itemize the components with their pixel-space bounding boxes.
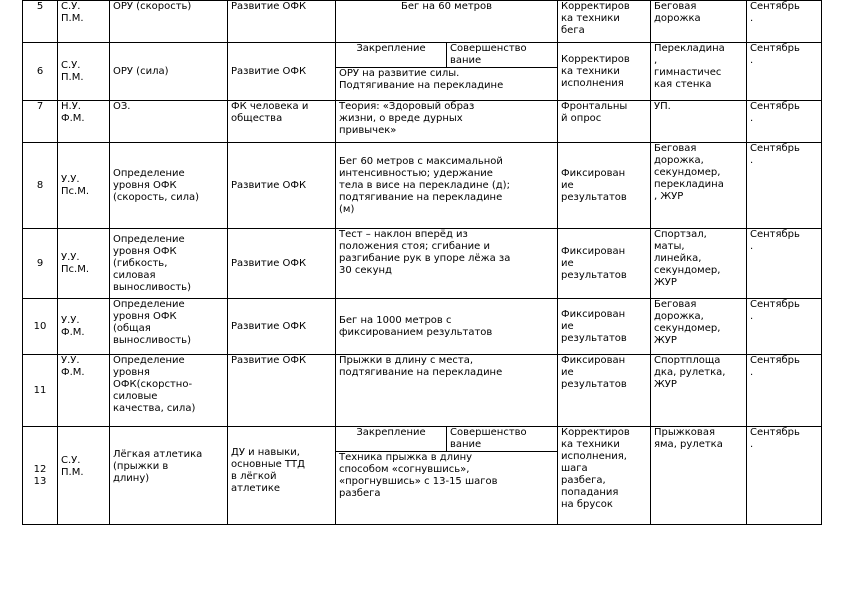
teacher-cell: С.У. П.М. (58, 43, 110, 101)
month-cell: Сентябрь . (747, 229, 822, 299)
content-cell: Бег на 1000 метров с фиксированием результатов (336, 299, 558, 355)
topic-cell: Лёгкая атлетика (прыжки в длину) (110, 427, 228, 525)
improvement-label: Совершенство вание (446, 43, 557, 67)
lesson-number: 6 (23, 43, 58, 101)
month-cell: Сентябрь . (747, 143, 822, 229)
content-cell (336, 43, 558, 101)
content-text: ОРУ на развитие силы. Подтягивание на перекладине (339, 68, 504, 91)
control-cell: Фронтальны й опрос (558, 101, 651, 143)
table-row (23, 229, 822, 299)
lesson-number: 5 (23, 1, 58, 43)
equipment-cell: Спортзал, маты, линейка, секундомер, ЖУР (651, 229, 747, 299)
lesson-number: 10 (23, 299, 58, 355)
teacher-cell: У.У. Ф.М. (58, 355, 110, 427)
teacher-cell: У.У. Пс.М. (58, 143, 110, 229)
month-cell: Сентябрь . (747, 299, 822, 355)
month-cell: Сентябрь . (747, 1, 822, 43)
lesson-type-subheader (336, 43, 557, 68)
lesson-plan-table (22, 0, 822, 525)
equipment-cell: Беговая дорожка, секундомер, перекладина , ЖУР (651, 143, 747, 229)
topic-cell: ОЗ. (110, 101, 228, 143)
topic-cell: ОРУ (скорость) (110, 1, 228, 43)
content-cell: Бег на 60 метров (336, 1, 558, 43)
control-cell: Корректиров ка техники бега (558, 1, 651, 43)
content-cell: Тест – наклон вперёд из положения стоя; сгибание и разгибание рук в упоре лёжа за 30 секунд (336, 229, 558, 299)
control-cell: Корректиров ка техники исполнения, шага разбега, попадания на брусок (558, 427, 651, 525)
teacher-cell: У.У. Ф.М. (58, 299, 110, 355)
month-cell: Сентябрь . (747, 43, 822, 101)
topic-cell: Определение уровня ОФК (общая выносливость) (110, 299, 228, 355)
table-row (23, 143, 822, 229)
equipment-cell: Перекладина , гимнастичес кая стенка (651, 43, 747, 101)
topic-cell: Определение уровня ОФК (скорость, сила) (110, 143, 228, 229)
section-cell: Развитие ОФК (228, 1, 336, 43)
table-row (23, 43, 822, 101)
improvement-label: Совершенство вание (446, 427, 557, 451)
topic-cell: Определение уровня ОФК(скорстно- силовые качества, сила) (110, 355, 228, 427)
consolidation-label: Закрепление (356, 43, 426, 54)
content-text: Техника прыжка в длину способом «согнувшись», «прогнувшись» с 13-15 шагов разбега (339, 452, 498, 499)
control-cell: Фиксирован ие результатов (558, 143, 651, 229)
lesson-number: 9 (23, 229, 58, 299)
month-cell: Сентябрь . (747, 355, 822, 427)
lesson-number: 8 (23, 143, 58, 229)
teacher-cell: С.У. П.М. (58, 427, 110, 525)
content-cell: Прыжки в длину с места, подтягивание на перекладине (336, 355, 558, 427)
section-cell: Развитие ОФК (228, 43, 336, 101)
month-cell: Сентябрь . (747, 427, 822, 525)
control-cell: Фиксирован ие результатов (558, 299, 651, 355)
table-row (23, 1, 822, 43)
lesson-number: 7 (23, 101, 58, 143)
teacher-cell: Н.У. Ф.М. (58, 101, 110, 143)
lesson-number: 12 13 (23, 427, 58, 525)
control-cell: Корректиров ка техники исполнения (558, 43, 651, 101)
table-row (23, 299, 822, 355)
equipment-cell: Беговая дорожка, секундомер, ЖУР (651, 299, 747, 355)
section-cell: Развитие ОФК (228, 299, 336, 355)
content-cell: Бег 60 метров с максимальной интенсивностью; удержание тела в висе на перекладине (д); подтягивание на перекладине (м) (336, 143, 558, 229)
table-row (23, 427, 822, 525)
topic-cell: Определение уровня ОФК (гибкость, силовая выносливость) (110, 229, 228, 299)
teacher-cell: У.У. Пс.М. (58, 229, 110, 299)
teacher-cell: С.У. П.М. (58, 1, 110, 43)
content-cell: Теория: «Здоровый образ жизни, о вреде дурных привычек» (336, 101, 558, 143)
consolidation-label: Закрепление (356, 427, 426, 438)
equipment-cell: Спортплоща дка, рулетка, ЖУР (651, 355, 747, 427)
month-cell: Сентябрь . (747, 101, 822, 143)
content-cell (336, 427, 558, 525)
control-cell: Фиксирован ие результатов (558, 229, 651, 299)
lesson-number: 11 (23, 355, 58, 427)
section-cell: ФК человека и общества (228, 101, 336, 143)
section-cell: Развитие ОФК (228, 355, 336, 427)
equipment-cell: УП. (651, 101, 747, 143)
equipment-cell: Прыжковая яма, рулетка (651, 427, 747, 525)
section-cell: ДУ и навыки, основные ТТД в лёгкой атлетике (228, 427, 336, 525)
control-cell: Фиксирован ие результатов (558, 355, 651, 427)
lesson-type-subheader (336, 427, 557, 452)
section-cell: Развитие ОФК (228, 143, 336, 229)
table-row (23, 101, 822, 143)
equipment-cell: Беговая дорожка (651, 1, 747, 43)
section-cell: Развитие ОФК (228, 229, 336, 299)
table-row (23, 355, 822, 427)
topic-cell: ОРУ (сила) (110, 43, 228, 101)
